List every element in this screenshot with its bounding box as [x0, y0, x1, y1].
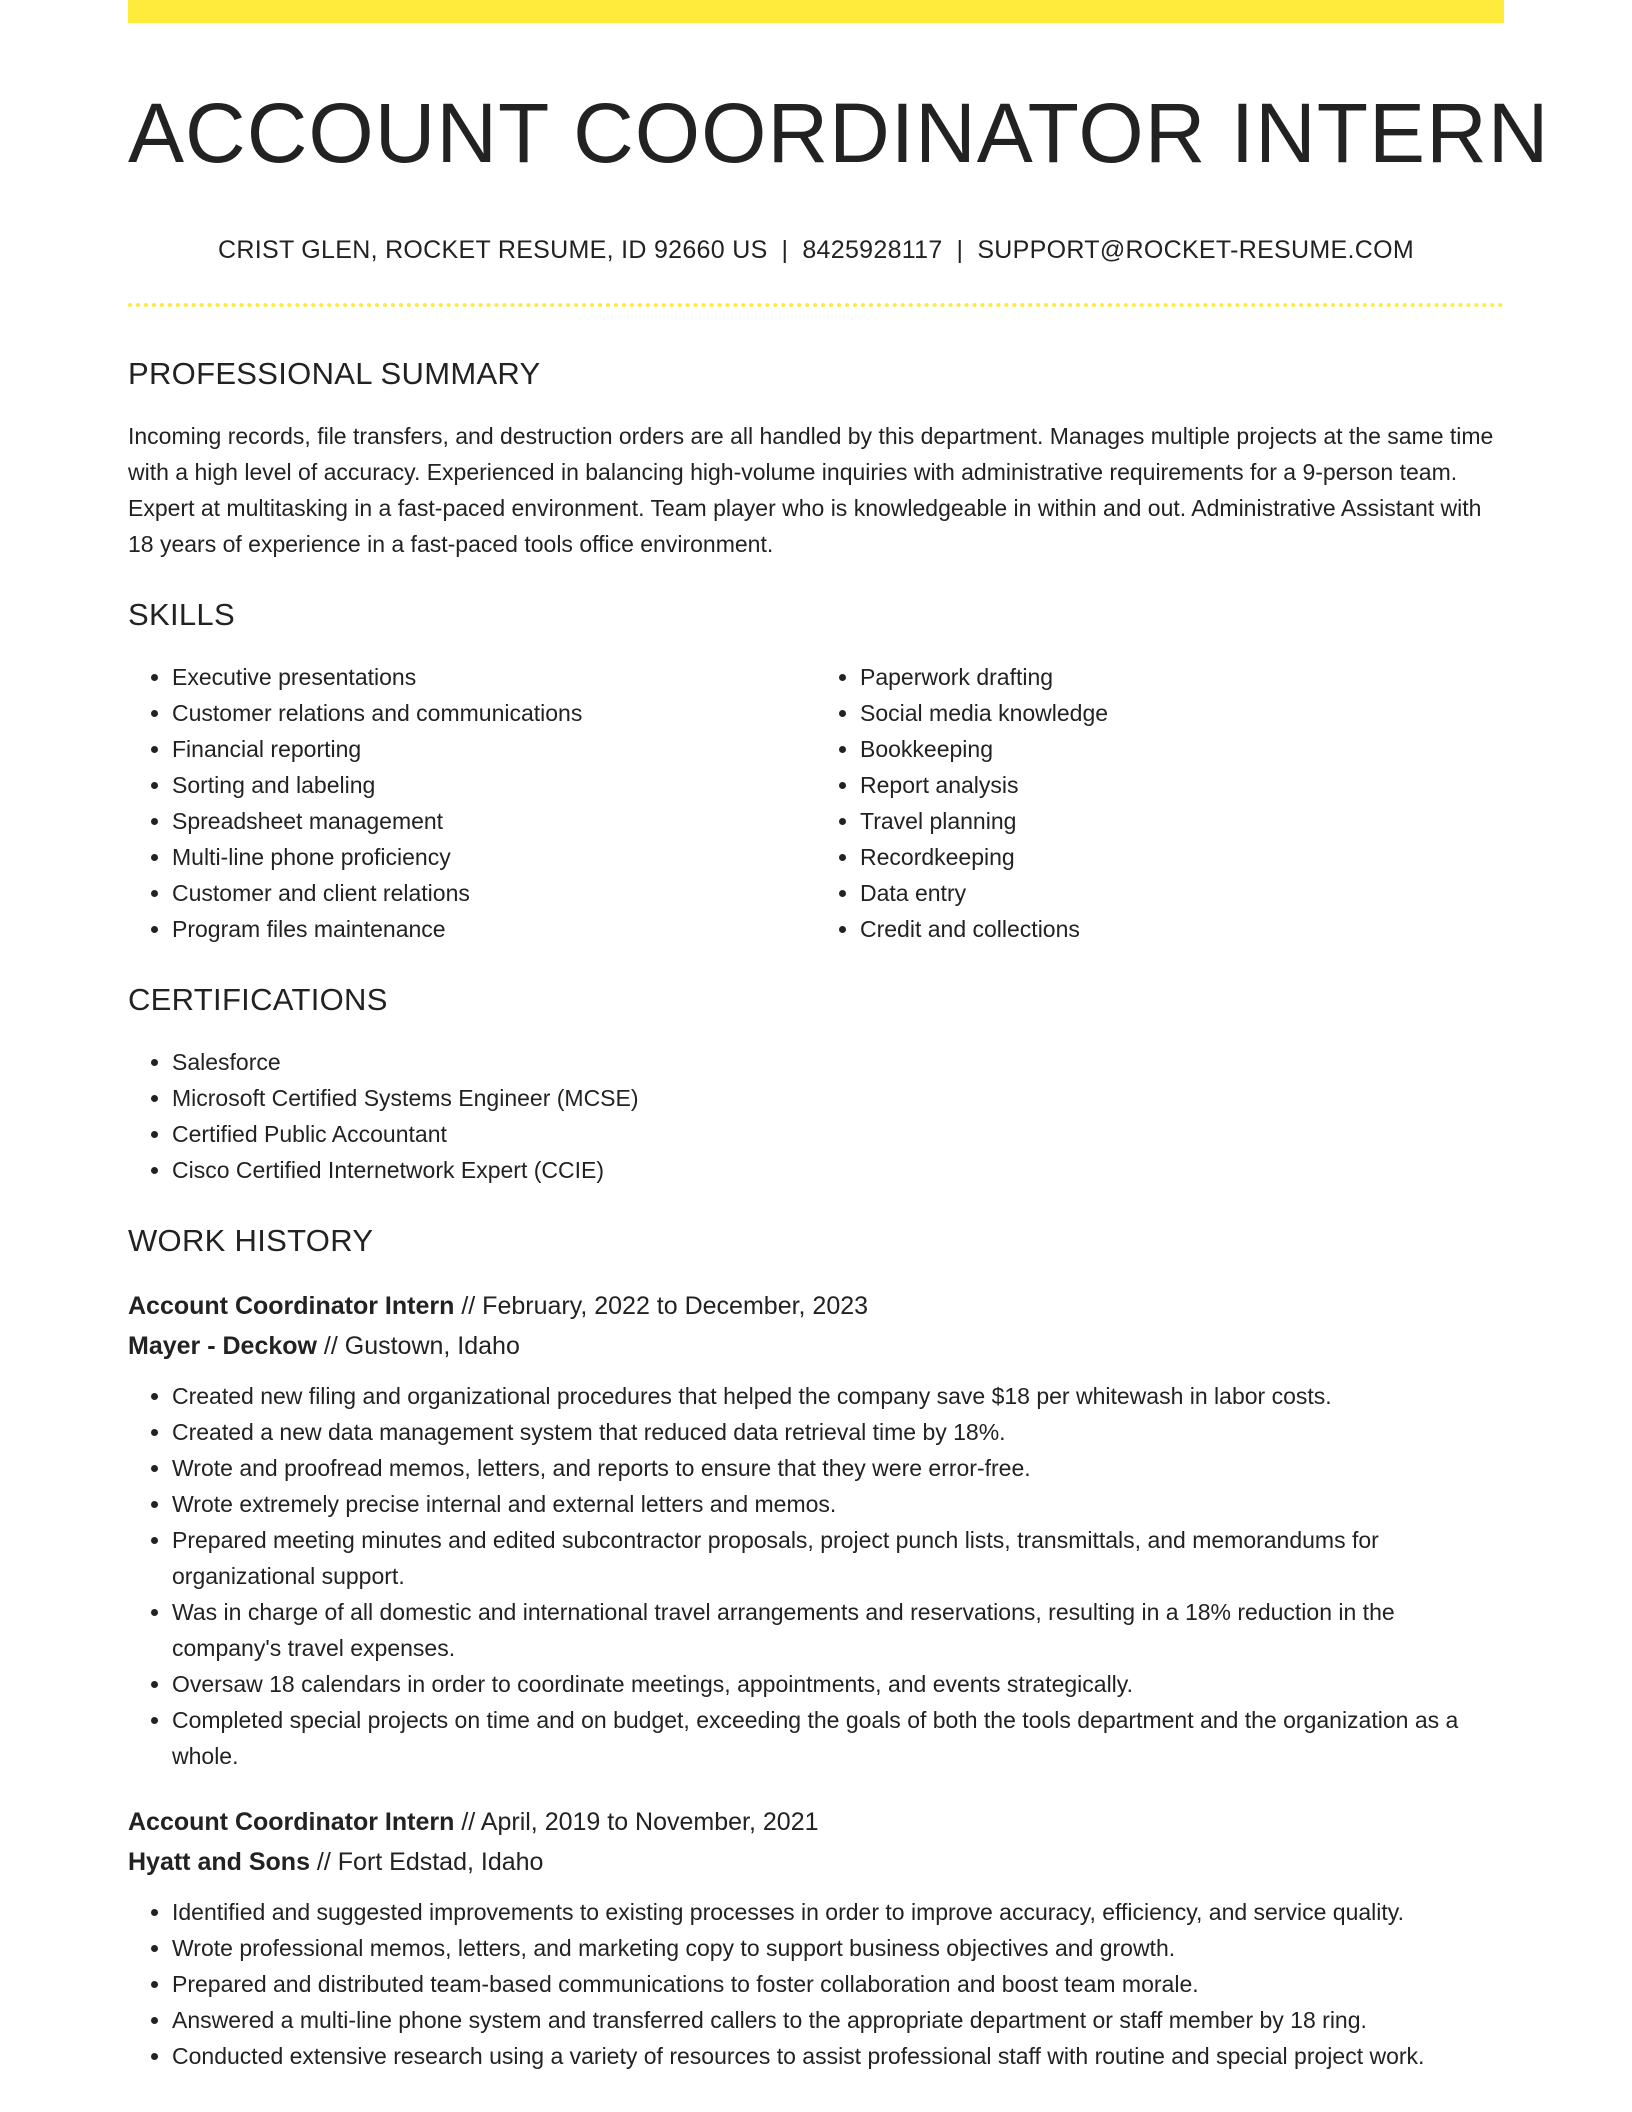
skill-item: • Program files maintenance	[172, 911, 816, 947]
skill-item: • Multi-line phone proficiency	[172, 839, 816, 875]
skill-item: • Financial reporting	[172, 731, 816, 767]
resume-page	[128, 0, 1550, 2074]
job-location: // Fort Edstad, Idaho	[309, 1847, 544, 1876]
job-role: Account Coordinator Intern	[128, 1807, 455, 1836]
skills-list-right	[816, 659, 1504, 947]
skill-item: • Travel planning	[860, 803, 1504, 839]
certification-item: • Salesforce	[172, 1044, 1504, 1080]
skill-item: • Credit and collections	[860, 911, 1504, 947]
certification-item: • Microsoft Certified Systems Engineer (MCSE)	[172, 1080, 1504, 1116]
job-bullet: • Was in charge of all domestic and international travel arrangements and reservations, resulting in a 18% reduction in the company's travel expenses.	[172, 1594, 1504, 1666]
skill-item: • Data entry	[860, 875, 1504, 911]
certification-item: • Cisco Certified Internetwork Expert (CCIE)	[172, 1152, 1504, 1188]
work-history-heading: WORK HISTORY	[128, 1223, 374, 1259]
job-entry	[128, 1802, 1504, 2074]
job-bullet: • Wrote extremely precise internal and external letters and memos.	[172, 1486, 1504, 1522]
job-location: // Gustown, Idaho	[316, 1331, 520, 1360]
contact-address: CRIST GLEN, ROCKET RESUME, ID 92660 US	[218, 235, 768, 264]
job-title-line	[128, 1802, 1504, 1842]
job-bullet: • Completed special projects on time and on budget, exceeding the goals of both the tools department and the organization as a whole.	[172, 1702, 1504, 1774]
contact-phone: 8425928117	[802, 235, 943, 264]
job-company-line	[128, 1842, 1504, 1882]
skills-heading: SKILLS	[128, 596, 235, 632]
job-bullet: • Created a new data management system that reduced data retrieval time by 18%.	[172, 1414, 1504, 1450]
job-dates: // February, 2022 to December, 2023	[454, 1291, 869, 1320]
skills-list-left	[128, 659, 816, 947]
job-dates: // April, 2019 to November, 2021	[454, 1807, 819, 1836]
job-entry	[128, 1286, 1504, 1774]
skills-grid	[128, 659, 1504, 947]
resume-title: ACCOUNT COORDINATOR INTERN	[128, 86, 1550, 180]
job-bullet: • Identified and suggested improvements to existing processes in order to improve accuracy, efficiency, and service quality.	[172, 1894, 1504, 1930]
skill-item: • Executive presentations	[172, 659, 816, 695]
job-bullet: • Answered a multi-line phone system and transferred callers to the appropriate department or staff member by 18 ring.	[172, 2002, 1504, 2038]
contact-separator: |	[781, 235, 789, 264]
skill-item: • Spreadsheet management	[172, 803, 816, 839]
job-bullet: • Wrote and proofread memos, letters, and reports to ensure that they were error-free.	[172, 1450, 1504, 1486]
skill-item: • Sorting and labeling	[172, 767, 816, 803]
certification-item: • Certified Public Accountant	[172, 1116, 1504, 1152]
certifications-list	[128, 1044, 1504, 1188]
skill-item: • Social media knowledge	[860, 695, 1504, 731]
job-bullet: • Prepared and distributed team-based communications to foster collaboration and boost team morale.	[172, 1966, 1504, 2002]
skill-item: • Report analysis	[860, 767, 1504, 803]
contact-line	[128, 236, 1504, 265]
certifications-heading: CERTIFICATIONS	[128, 982, 388, 1018]
skill-item: • Customer relations and communications	[172, 695, 816, 731]
contact-separator: |	[956, 235, 964, 264]
skill-item: • Recordkeeping	[860, 839, 1504, 875]
job-bullets	[128, 1378, 1504, 1774]
job-company-line	[128, 1326, 1504, 1366]
top-accent-bar	[128, 0, 1504, 23]
job-company: Mayer - Deckow	[128, 1331, 317, 1360]
summary-heading: PROFESSIONAL SUMMARY	[128, 355, 541, 391]
job-bullet: • Prepared meeting minutes and edited subcontractor proposals, project punch lists, transmittals, and memorandums for organizational support.	[172, 1522, 1504, 1594]
header-divider	[128, 303, 1504, 307]
job-bullet: • Conducted extensive research using a variety of resources to assist professional staff with routine and special project work.	[172, 2038, 1504, 2074]
skill-item: • Customer and client relations	[172, 875, 816, 911]
job-bullet: • Oversaw 18 calendars in order to coordinate meetings, appointments, and events strategically.	[172, 1666, 1504, 1702]
skill-item: • Paperwork drafting	[860, 659, 1504, 695]
job-bullet: • Created new filing and organizational procedures that helped the company save $18 per whitewash in labor costs.	[172, 1378, 1504, 1414]
contact-email: SUPPORT@ROCKET-RESUME.COM	[977, 235, 1414, 264]
job-bullets	[128, 1894, 1504, 2074]
skill-item: • Bookkeeping	[860, 731, 1504, 767]
job-role: Account Coordinator Intern	[128, 1291, 455, 1320]
job-title-line	[128, 1286, 1504, 1326]
summary-text: Incoming records, file transfers, and destruction orders are all handled by this department. Manages multiple projects at the same time with a high level of accuracy. Experienced in balancing high-volume inquiries with administrative requirements for a 9-person team. Expert at multitasking in a fast-paced environment. Team player who is knowledgeable in within and out. Administrative Assistant with 18 years of experience in a fast-paced tools office environment.	[128, 422, 1494, 557]
job-company: Hyatt and Sons	[128, 1847, 310, 1876]
job-bullet: • Wrote professional memos, letters, and marketing copy to support business objectives and growth.	[172, 1930, 1504, 1966]
